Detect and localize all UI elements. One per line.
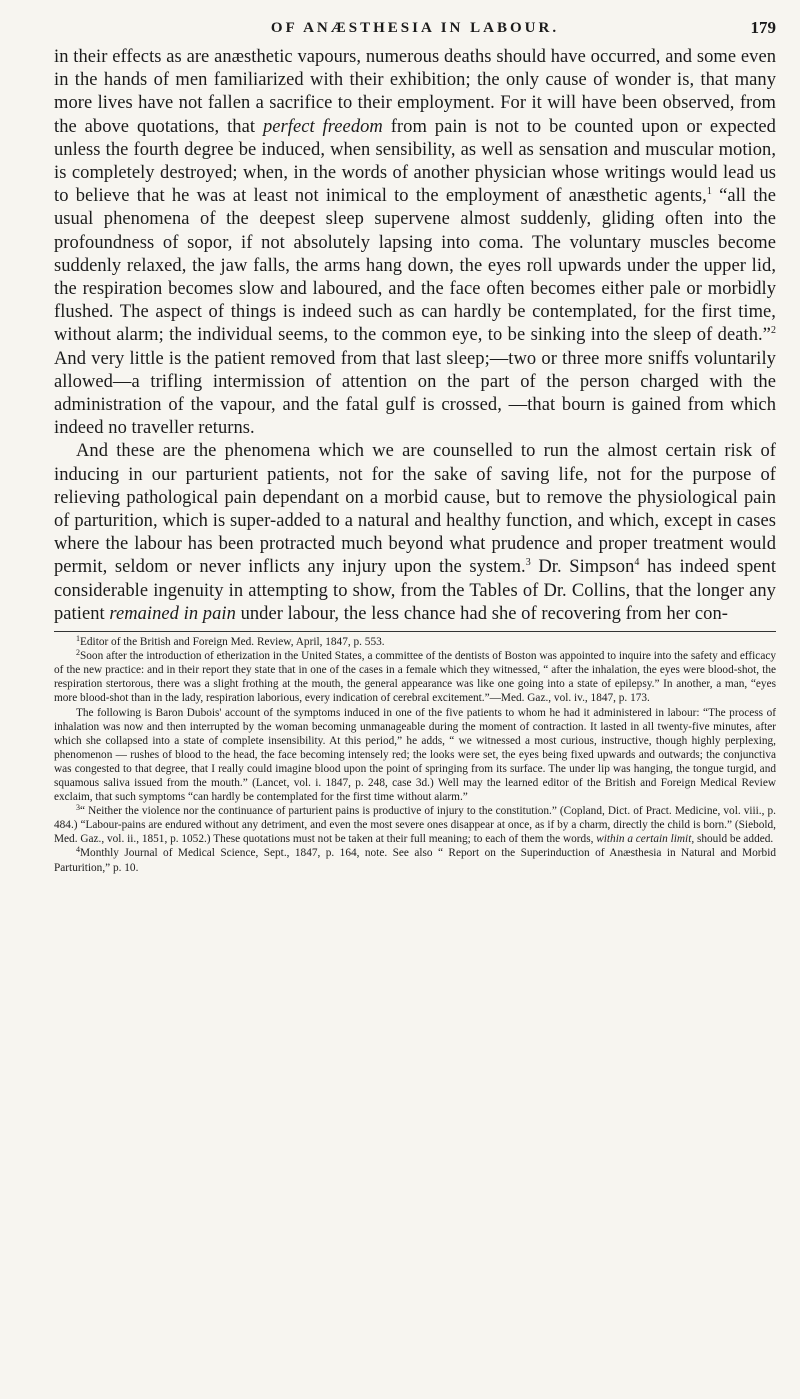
footnote: $^2$Soon after the introduction of etherization in the United States, a committee of the dentists of Boston was appointed to inquire into the safety and efficacy of the new practice: and in their report they state that in one of the cases in a female which they witnessed, “ after the inhalation, the eyes were blood-shot, the respiration stertorous, there was a slight frothing at the mouth, the general appearance was like one going into a state of epilepsy.” In another, a man, “eyes more blood-shot than in the lady, respiration laborious, every indication of cerebral excitement.”—Med. Gaz., vol. iv., 1847, p. 173. — [54, 648, 776, 705]
footnote-continuation: The following is Baron Dubois' account of the symptoms induced in one of the five patients to whom he had it administered in labour: “The process of inhalation was now and then interrupted by the woman becoming unmanageable during the moment of contraction. It lasted in all twenty-five minutes, after which she collapsed into a state of complete insensibility. At this period,” he adds, “ we witnessed a most curious, instructive, though highly perplexing, phenomenon — rushes of blood to the head, the face becoming intensely red; the looks were set, the eyes being fixed upwards and outwards; the conjunctiva was congested to that degree, that I really could imagine blood upon the point of springing from its surface. The under lip was hanging, the tongue turgid, and squamous saliva issued from the mouth.” (Lancet, vol. i. 1847, p. 248, case 3d.) Well may the learned editor of the British and Foreign Medical Review exclaim, that such symptoms “can hardly be contemplated for the first time without alarm.” — [54, 706, 776, 804]
running-title: OF ANÆSTHESIA IN LABOUR. — [270, 20, 560, 36]
running-head — [54, 10, 776, 46]
footnote: $^3$“ Neither the violence nor the continuance of parturient pains is productive of injury to the constitution.” (Copland, Dict. of Pract. Medicine, vol. viii., p. 484.) “Labour-pains are endured without any detriment, and even the most severe ones disappear at once, as if by a charm, directly the child is born.” (Siebold, Med. Gaz., vol. ii., 1851, p. 1052.) These quotations must not be taken at their full meaning; to each of them the words, within a certain limit, should be added. — [54, 803, 776, 846]
footnote-ref[interactable]: 1 — [706, 186, 712, 198]
emphasis: perfect freedom — [262, 116, 383, 137]
footnotes — [54, 635, 776, 875]
footnote-rule — [54, 631, 776, 632]
page-number: 179 — [750, 18, 776, 37]
body-text — [54, 46, 776, 626]
footnote-ref[interactable]: 4 — [634, 557, 640, 569]
paragraph: And these are the phenomena which we are counselled to run the almost certain risk of inducing in our parturient patients, not for the sake of saving life, not for the purpose of relieving pathological pain dependant on a morbid cause, but to remove the physiological pain of parturition, which is super-added to a natural and healthy function, and which, except in cases where the labour has been protracted much beyond what prudence and proper treatment would permit, seldom or never inflicts any injury upon the system.$^3$ Dr. Simpson$^4$ has indeed spent considerable ingenuity in attempting to show, from the Tables of Dr. Collins, that the longer any patient remained in pain under labour, the less chance had she of recovering from her con- — [54, 441, 777, 624]
emphasis: remained in pain — [109, 603, 236, 624]
footnote-mark: 4 — [76, 845, 80, 855]
footnote-mark: 3 — [76, 803, 80, 813]
footnote-ref[interactable]: 2 — [770, 325, 776, 337]
footnote-mark: 1 — [76, 634, 80, 644]
paragraph: in their effects as are anæsthetic vapours, numerous deaths should have occurred, and some even in the hands of men familiarized with their exhibition; the only cause of wonder is, that many more lives have not fallen a sacrifice to their employment. For it will have been observed, from the above quotations, that perfect freedom from pain is not to be counted upon or expected unless the fourth degree be induced, when sensibility, as well as sensation and muscular motion, is completely destroyed; when, in the words of another physician whose writings would lead us to believe that he was at least not inimical to the employment of anæsthetic agents,$^1$ “all the usual phenomena of the deepest sleep supervene almost suddenly, gliding often into the profoundness of sopor, if not absolutely lapsing into coma. The voluntary muscles become suddenly relaxed, the jaw falls, the arms hang down, the eyes roll upwards under the upper lid, the respiration becomes slow and laboured, and the face often becomes either pale or morbidly flushed. The aspect of things is indeed such as can hardly be contemplated, for the first time, without alarm; the individual seems, to the common eye, to be sinking into the sleep of death.”$^2$ And very little is the patient removed from that last sleep;—two or three more sniffs voluntarily allowed—a trifling intermission of attention on the part of the person charged with the administration of the vapour, and the fatal gulf is crossed, —that bourn is gained from which indeed no traveller returns. — [54, 47, 776, 439]
emphasis: within a certain limit, — [596, 833, 695, 846]
footnote-ref[interactable]: 3 — [525, 557, 531, 569]
footnote-mark: 2 — [76, 648, 80, 658]
footnote: $^1$Editor of the British and Foreign Med. Review, April, 1847, p. 553. — [76, 634, 385, 649]
footnote: $^4$Monthly Journal of Medical Science, Sept., 1847, p. 164, note. See also “ Report on the Superinduction of Anæsthesia in Natural and Morbid Parturition,” p. 10. — [54, 845, 776, 874]
